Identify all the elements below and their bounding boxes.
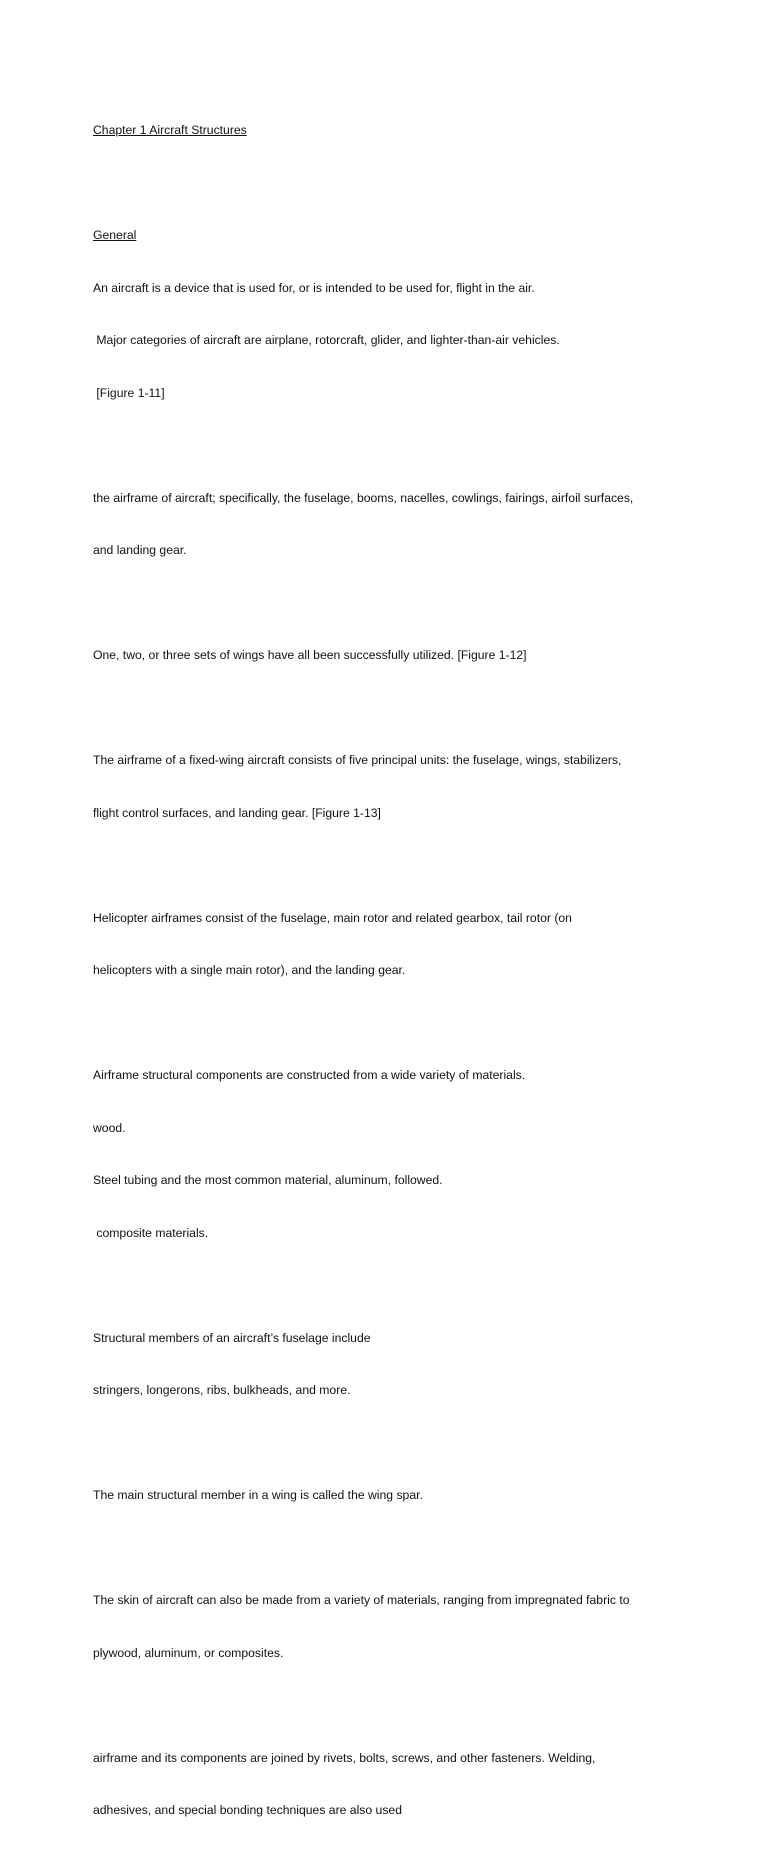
text-line: An aircraft is a device that is used for, or is intended to be used for, flight in the air. — [93, 280, 535, 295]
text-line: Helicopter airframes consist of the fuselage, main rotor and related gearbox, tail rotor (on — [93, 910, 572, 925]
text-line: composite materials. — [93, 1225, 209, 1240]
blank-line — [93, 700, 693, 718]
blank-line — [93, 1015, 693, 1033]
blank-line — [93, 437, 693, 455]
chapter-title: Chapter 1 Aircraft Structures — [93, 123, 247, 137]
document-body — [93, 87, 693, 1855]
text-line: flight control surfaces, and landing gear. [Figure 1-13] — [93, 805, 381, 820]
text-line: The airframe of a fixed-wing aircraft consists of five principal units: the fuselage, wings, stabilizers, — [93, 753, 622, 767]
text-line: helicopters with a single main rotor), and the landing gear. — [93, 963, 406, 977]
text-line: plywood, aluminum, or composites. — [93, 1645, 284, 1660]
text-line: Major categories of aircraft are airplane, rotorcraft, glider, and lighter-than-air vehicles. — [93, 333, 560, 347]
blank-line — [93, 1435, 693, 1453]
text-line: Structural members of an aircraft’s fuselage include — [93, 1330, 371, 1345]
blank-line — [93, 175, 693, 193]
blank-line — [93, 1277, 693, 1295]
text-line: and landing gear. — [93, 543, 187, 557]
blank-line — [93, 1540, 693, 1558]
text-line: The skin of aircraft can also be made from a variety of materials, ranging from impregnated fabric to — [93, 1593, 630, 1607]
text-line: adhesives, and special bonding techniques are also used — [93, 1803, 402, 1817]
text-line: The main structural member in a wing is called the wing spar. — [93, 1488, 423, 1502]
text-line: Steel tubing and the most common material, aluminum, followed. — [93, 1173, 443, 1187]
text-line: wood. — [93, 1120, 126, 1135]
blank-line — [93, 595, 693, 613]
text-line: the airframe of aircraft; specifically, the fuselage, booms, nacelles, cowlings, fairings, airfoil surfaces, — [93, 490, 634, 505]
text-line: airframe and its components are joined by rivets, bolts, screws, and other fasteners. Welding, — [93, 1750, 596, 1765]
blank-line — [93, 857, 693, 875]
text-line: Airframe structural components are constructed from a wide variety of materials. — [93, 1068, 526, 1082]
text-line: One, two, or three sets of wings have all been successfully utilized. [Figure 1-12] — [93, 648, 527, 662]
text-line: stringers, longerons, ribs, bulkheads, and more. — [93, 1383, 351, 1397]
blank-line — [93, 1697, 693, 1715]
text-line: [Figure 1-11] — [93, 385, 165, 400]
section-heading: General — [93, 228, 137, 242]
